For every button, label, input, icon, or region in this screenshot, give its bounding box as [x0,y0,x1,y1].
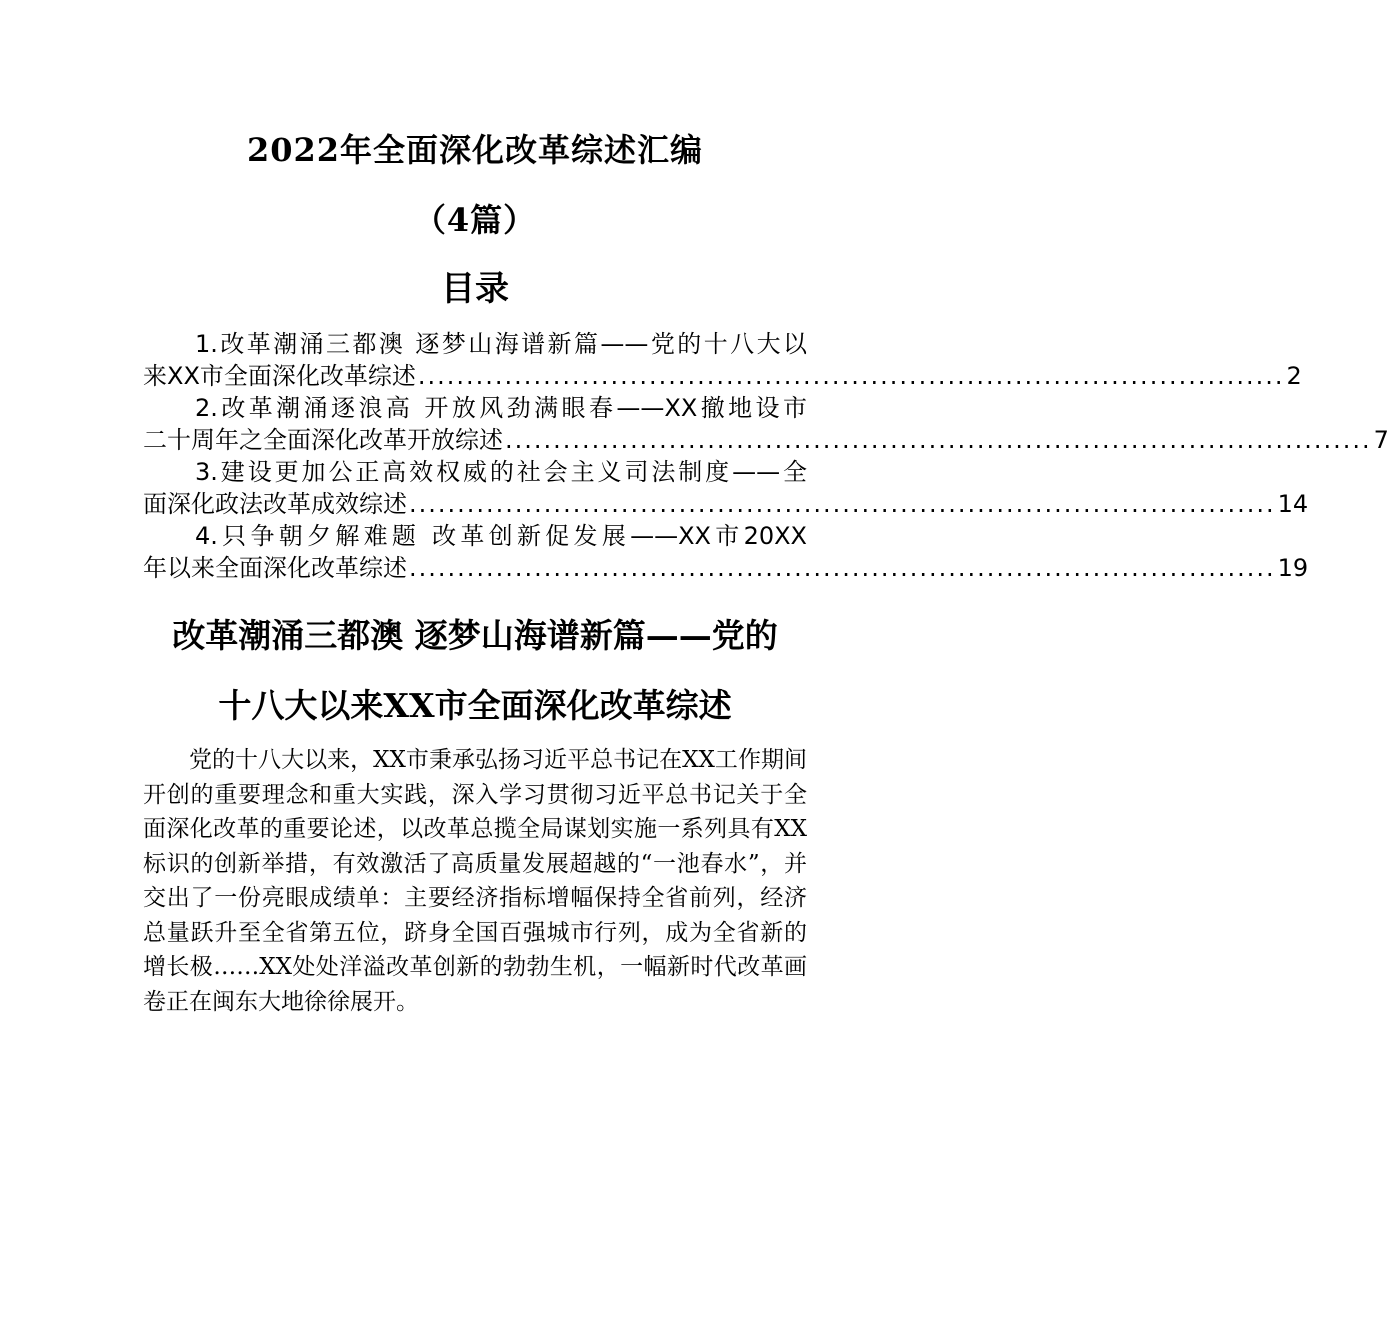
toc-entry[interactable] [143,520,1309,584]
toc-entry-title[interactable]: 4.只争朝夕解难题 改革创新促发展——XX市20XX [195,522,807,550]
toc-entry-title[interactable]: 1.改革潮涌三都澳 逐梦山海谱新篇——党的十八大以 [195,330,807,358]
toc-leader-dots: .......................................................................................... [505,426,1372,454]
toc-entry-title-rest: 来XX市全面深化改革综述 [143,362,416,390]
toc-page-number: 2 [1286,362,1302,390]
toc-entry[interactable] [143,392,1389,456]
toc-entry-title[interactable]: 2.改革潮涌逐浪高 开放风劲满眼春——XX撤地设市 [195,394,807,422]
toc-entry-continuation[interactable] [143,552,1309,584]
toc-entry[interactable] [143,456,1309,520]
toc-entry-title-rest: 二十周年之全面深化改革开放综述 [143,426,503,454]
document-title: 2022年全面深化改革综述汇编 [246,131,704,169]
toc-entry-title-rest: 年以来全面深化改革综述 [143,554,407,582]
toc-entry-title-rest: 面深化政法改革成效综述 [143,490,407,518]
toc-entry-continuation[interactable] [143,488,1309,520]
toc-entry-title[interactable]: 3.建设更加公正高效权威的社会主义司法制度——全 [195,458,807,486]
toc-entry[interactable] [143,328,1302,392]
document-subtitle: （4篇） [413,201,537,239]
toc-leader-dots: .......................................................................................... [409,554,1276,582]
toc-leader-dots: .......................................................................................... [409,490,1276,518]
toc-page-number: 19 [1277,554,1309,582]
toc-page-number: 14 [1277,490,1309,518]
table-of-contents [143,328,1389,584]
toc-heading: 目录 [441,269,509,309]
article-title-line-2: 十八大以来XX市全面深化改革综述 [218,686,732,725]
toc-leader-dots: .......................................................................................... [417,362,1285,390]
article-title-line-1: 改革潮涌三都澳 逐梦山海谱新篇——党的 [172,616,778,655]
toc-entry-continuation[interactable] [143,424,1389,456]
toc-page-number: 7 [1373,426,1389,454]
article-paragraph: 党的十八大以来，XX市秉承弘扬习近平总书记在XX工作期间开创的重要理念和重大实践，深入学习贯彻习近平总书记关于全面深化改革的重要论述，以改革总揽全局谋划实施一系列具有XX标识的创新举措，有效激活了高质量发展超越的“一池春水”，并交出了一份亮眼成绩单：主要经济指标增幅保持全省前列，经济总量跃升至全省第五位，跻身全国百强城市行列，成为全省新的增长极……XX处处洋溢改革创新的勃勃生机，一幅新时代改革画卷正在闽东大地徐徐展开。 [143,747,807,1015]
toc-entry-continuation[interactable] [143,360,1302,392]
